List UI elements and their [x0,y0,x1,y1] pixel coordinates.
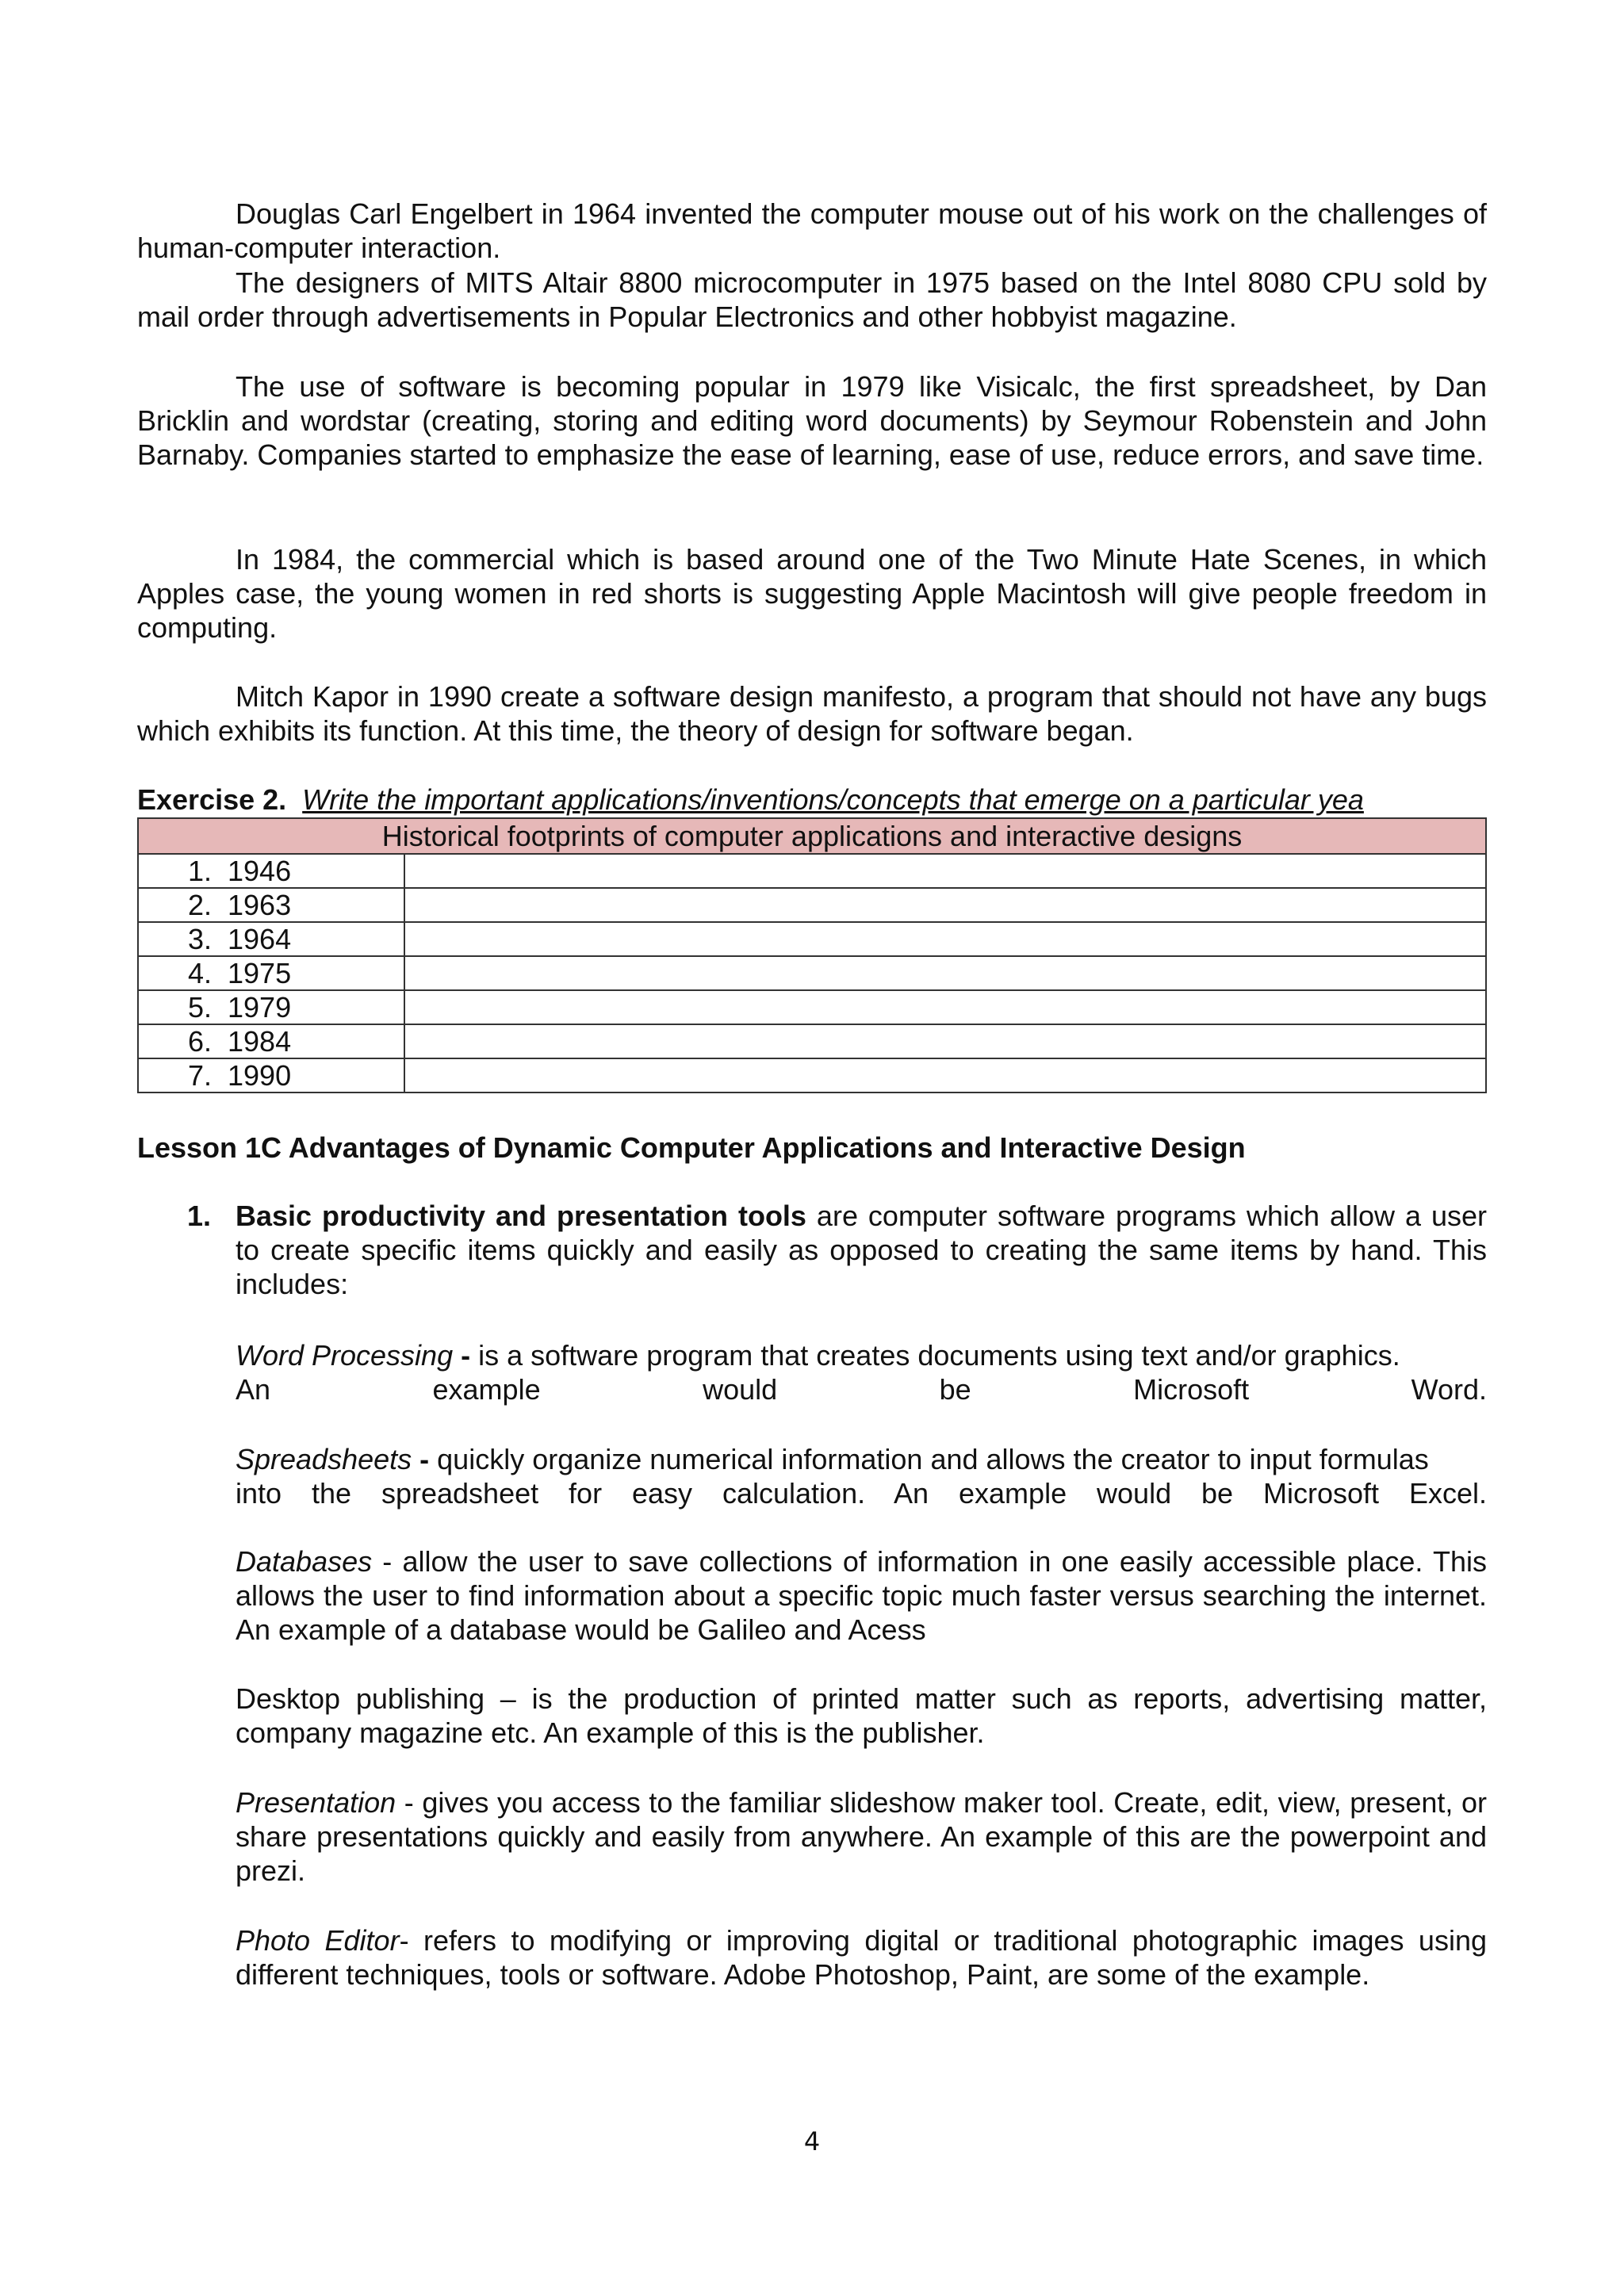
tool-databases [236,1544,1487,1647]
definition-line2: into the spreadsheet for easy calculation. An example would be Microsoft Excel. [236,1477,1487,1510]
term: Databases [236,1545,373,1578]
list-item-productivity-tools [236,1199,1487,1301]
year: 1946 [228,855,292,887]
lesson-title-text: Lesson 1C Advantages of Dynamic Computer Applications and Interactive Design [137,1131,1246,1164]
year-cell [138,888,404,922]
definition: is a software program that creates documents using text and/or graphics. [478,1339,1400,1372]
year: 1990 [228,1059,292,1092]
year-cell [138,854,404,888]
table-row [138,1024,1486,1058]
tool-photo-editor [236,1923,1487,1992]
term: Presentation [236,1786,396,1819]
lesson-title [137,1131,1487,1165]
paragraph-software: The use of software is becoming popular in 1979 like Visicalc, the first spreadsheet, by Dan Bricklin and wordstar (creating, storing and editing word documents) by Seymour Robenstein and John Barnaby. Companies started to emphasize the ease of learning, ease of use, reduce errors, and save time. [137,370,1487,471]
paragraph-1984: In 1984, the commercial which is based around one of the Two Minute Hate Scenes, in which Apples case, the young women in red shorts is suggesting Apple Macintosh will give people freedom in computing. [137,543,1487,644]
separator: - [396,1786,423,1819]
separator: - [453,1339,479,1372]
table-row [138,990,1486,1024]
paragraph-kapor: Mitch Kapor in 1990 create a software design manifesto, a program that should not have any bugs which exhibits its function. At this time, the theory of design for software began. [137,680,1487,747]
item-text: are computer software programs which allow a user to create specific items quickly and easily as opposed to creating the same items by hand. This includes: [236,1200,1487,1300]
answer-cell[interactable] [404,1058,1486,1093]
definition: refers to modifying or improving digital or traditional photographic images using different techniques, tools or software. Adobe Photoshop, Paint, are some of the example. [236,1924,1487,1991]
row-number: 4. [187,957,212,989]
tool-desktop-publishing [236,1682,1487,1750]
year-cell [138,922,404,956]
exercise-label: Exercise 2. [137,783,287,816]
row-number: 7. [187,1059,212,1092]
table-row [138,854,1486,888]
answer-cell[interactable] [404,956,1486,990]
separator: - [412,1443,438,1475]
year: 1963 [228,889,292,921]
row-number: 1. [187,855,212,887]
definition: is the production of printed matter such as reports, advertising matter, company magazine etc. An example of this is the publisher. [236,1682,1487,1749]
year-cell [138,1024,404,1058]
exercise-heading [137,783,1487,817]
page-number: 4 [803,2126,821,2156]
row-number: 3. [187,923,212,955]
definition: quickly organize numerical information and allows the creator to input formulas [437,1443,1429,1475]
table-row [138,956,1486,990]
tool-presentation [236,1785,1487,1888]
row-number: 6. [187,1025,212,1058]
exercise-instruction: Write the important applications/inventions/concepts that emerge on a particular yea [302,783,1364,816]
row-number: 2. [187,889,212,921]
definition: gives you access to the familiar slideshow maker tool. Create, edit, view, present, or share presentations quickly and easily from anywhere. An example of this are the powerpoint and prezi. [236,1786,1487,1887]
table-row [138,1058,1486,1093]
term: Desktop publishing [236,1682,485,1715]
term: Spreadsheets [236,1443,412,1475]
paragraph-engelbart: Douglas Carl Engelbert in 1964 invented the computer mouse out of his work on the challenges of human-computer interaction. [137,197,1487,264]
row-number: 5. [187,991,212,1024]
year: 1979 [228,991,292,1024]
answer-cell[interactable] [404,990,1486,1024]
item-bold-term: Basic productivity and presentation tools [236,1200,806,1232]
year: 1975 [228,957,292,989]
answer-cell[interactable] [404,854,1486,888]
year-cell [138,956,404,990]
separator: – [484,1682,532,1715]
answer-cell[interactable] [404,1024,1486,1058]
tool-word-processing [236,1338,1487,1406]
tool-spreadsheets [236,1442,1487,1510]
table-row [138,888,1486,922]
year: 1984 [228,1025,292,1058]
list-number [187,1199,211,1233]
paragraph-altair: The designers of MITS Altair 8800 microcomputer in 1975 based on the Intel 8080 CPU sold by mail order through advertisements in Popular Electronics and other hobbyist magazine. [137,266,1487,333]
year-cell [138,1058,404,1093]
separator: - [372,1545,403,1578]
table-header: Historical footprints of computer applications and interactive designs [138,818,1486,854]
answer-cell[interactable] [404,888,1486,922]
answer-cell[interactable] [404,922,1486,956]
table-row [138,922,1486,956]
term: Photo Editor [236,1924,400,1957]
definition: allow the user to save collections of information in one easily accessible place. This allows the user to find information about a specific topic much faster versus searching the internet. An example of a database would be Galileo and Acess [236,1545,1487,1646]
history-table [137,817,1487,1093]
separator: - [399,1924,423,1957]
item-number: 1. [187,1200,212,1232]
year: 1964 [228,923,292,955]
term: Word Processing [236,1339,454,1372]
year-cell [138,990,404,1024]
definition-line2: An example would be Microsoft Word. [236,1373,1487,1406]
